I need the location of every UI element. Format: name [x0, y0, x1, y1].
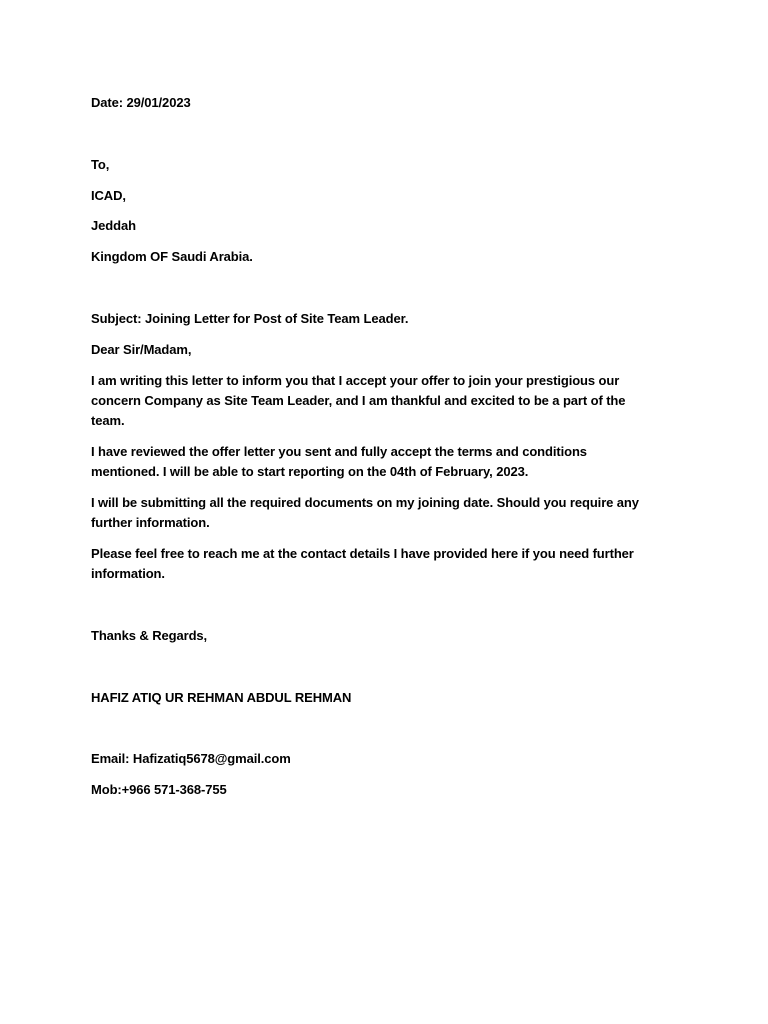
letter-salutation: Dear Sir/Madam, [91, 342, 192, 357]
recipient-country: Kingdom OF Saudi Arabia. [91, 249, 253, 264]
signatory-name: HAFIZ ATIQ UR REHMAN ABDUL REHMAN [91, 690, 352, 705]
paragraph-1-line-1: I am writing this letter to inform you that I accept your offer to join your prestigious our [91, 373, 620, 388]
letter-date: Date: 29/01/2023 [91, 95, 191, 110]
recipient-to: To, [91, 157, 110, 172]
paragraph-1-line-2: concern Company as Site Team Leader, and I am thankful and excited to be a part of the [91, 393, 626, 408]
letter-closing: Thanks & Regards, [91, 628, 208, 643]
paragraph-2-line-2: mentioned. I will be able to start reporting on the 04th of February, 2023. [91, 464, 529, 479]
recipient-company: ICAD, [91, 188, 126, 203]
paragraph-2-line-1: I have reviewed the offer letter you sent and fully accept the terms and conditions [91, 444, 587, 459]
paragraph-3-line-1: I will be submitting all the required documents on my joining date. Should you require any [91, 495, 639, 510]
contact-mobile: Mob:+966 571-368-755 [91, 782, 227, 797]
paragraph-4-line-1: Please feel free to reach me at the contact details I have provided here if you need further [91, 546, 634, 561]
paragraph-3-line-2: further information. [91, 515, 210, 530]
recipient-city: Jeddah [91, 218, 136, 233]
contact-email: Email: Hafizatiq5678@gmail.com [91, 751, 291, 766]
paragraph-1-line-3: team. [91, 413, 125, 428]
letter-subject: Subject: Joining Letter for Post of Site Team Leader. [91, 311, 409, 326]
paragraph-4-line-2: information. [91, 566, 165, 581]
